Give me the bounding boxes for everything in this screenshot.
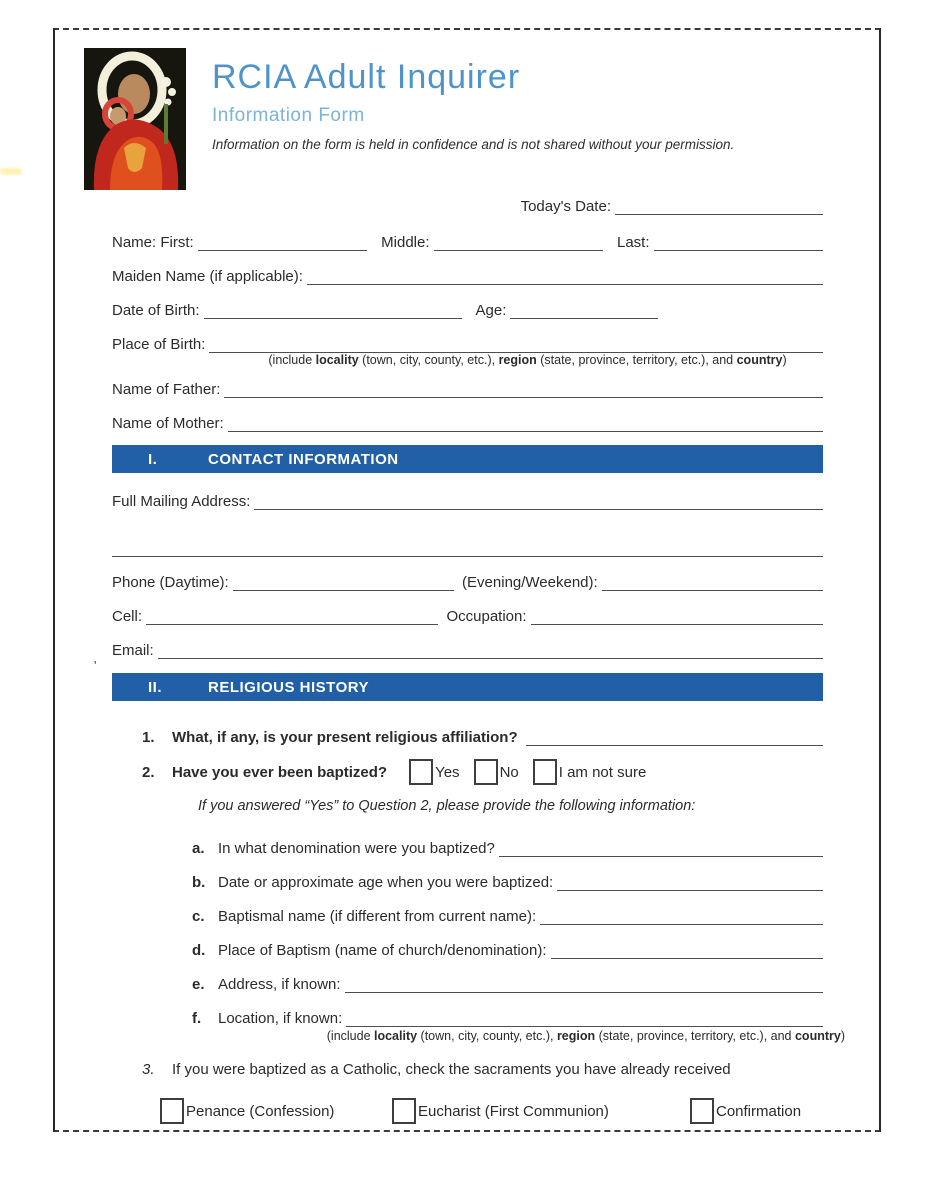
mailing-address-field[interactable] <box>254 491 823 510</box>
question-2-row <box>142 759 823 785</box>
subq-b-letter: b. <box>192 874 206 891</box>
q3-number: 3. <box>142 1061 155 1078</box>
pob-label: Place of Birth: <box>112 336 206 353</box>
maiden-name-label: Maiden Name (if applicable): <box>112 268 303 285</box>
mother-label: Name of Mother: <box>112 415 224 432</box>
subq-b-field[interactable] <box>557 872 823 891</box>
baptized-yes-label: Yes <box>435 763 460 781</box>
baptized-no-label: No <box>499 763 519 781</box>
father-field[interactable] <box>224 379 823 398</box>
confirmation-checkbox[interactable] <box>690 1098 714 1124</box>
q2-number: 2. <box>142 763 155 781</box>
subq-b-label: Date or approximate age when you were baptized: <box>218 874 554 891</box>
occupation-field[interactable] <box>531 606 823 625</box>
subq-a-field[interactable] <box>499 838 823 857</box>
name-row <box>112 230 823 251</box>
first-name-field[interactable] <box>198 232 367 251</box>
email-field[interactable] <box>158 640 823 659</box>
penance-checkbox[interactable] <box>160 1098 184 1124</box>
locality-note: (include locality (town, city, county, etc.), region (state, province, territory, etc.), and country) <box>268 353 787 367</box>
penance-label: Penance (Confession) <box>186 1102 335 1120</box>
eucharist-checkbox[interactable] <box>392 1098 416 1124</box>
last-name-field[interactable] <box>654 232 823 251</box>
section-religious-history-bar <box>112 673 823 701</box>
subq-e-letter: e. <box>192 976 205 993</box>
age-field[interactable] <box>510 300 658 319</box>
mailing-address-label: Full Mailing Address: <box>112 493 251 510</box>
pob-field[interactable] <box>209 334 823 353</box>
subq-f-letter: f. <box>192 1010 202 1027</box>
phone-row <box>112 570 823 591</box>
q2-label: Have you ever been baptized? <box>172 763 388 781</box>
dob-row <box>112 298 823 319</box>
subq-d-field[interactable] <box>551 940 824 959</box>
subq-c-label: Baptismal name (if different from current name): <box>218 908 537 925</box>
baptized-notsure-label: I am not sure <box>558 763 647 781</box>
baptized-notsure-checkbox[interactable] <box>533 759 557 785</box>
section1-number: I. <box>148 450 158 468</box>
section1-title: CONTACT INFORMATION <box>208 450 399 468</box>
subq-c-row <box>192 904 823 925</box>
mother-row <box>112 411 823 432</box>
yes-note: If you answered “Yes” to Question 2, please provide the following information: <box>198 798 696 814</box>
subq-a-row <box>192 836 823 857</box>
phone-daytime-label: Phone (Daytime): <box>112 574 229 591</box>
subq-e-label: Address, if known: <box>218 976 341 993</box>
locality-note-2: (include locality (town, city, county, etc.), region (state, province, territory, etc.), and country) <box>326 1029 845 1043</box>
form-header <box>112 48 823 190</box>
evening-weekend-field[interactable] <box>602 572 823 591</box>
subq-b-row <box>192 870 823 891</box>
eucharist-label: Eucharist (First Communion) <box>418 1102 609 1120</box>
subq-e-row <box>192 972 823 993</box>
subq-d-letter: d. <box>192 942 206 959</box>
section2-number: II. <box>148 678 163 696</box>
question-1-row <box>142 725 823 746</box>
name-first-label: Name: First: <box>112 234 194 251</box>
subq-c-letter: c. <box>192 908 205 925</box>
occupation-label: Occupation: <box>446 608 527 625</box>
mailing-address-row-2 <box>112 536 823 557</box>
mailing-address-row <box>112 489 823 510</box>
subq-d-row <box>192 938 823 959</box>
maiden-name-row <box>112 264 823 285</box>
subq-d-label: Place of Baptism (name of church/denomination): <box>218 942 547 959</box>
todays-date-field[interactable] <box>615 196 823 215</box>
subq-f-label: Location, if known: <box>218 1010 343 1027</box>
scanned-form-page <box>53 28 881 1132</box>
q1-number: 1. <box>142 729 155 746</box>
section-contact-information-bar <box>112 445 823 473</box>
mailing-address-field-2[interactable] <box>112 538 823 557</box>
q1-field[interactable] <box>526 727 823 746</box>
cell-field[interactable] <box>146 606 438 625</box>
cell-label: Cell: <box>112 608 143 625</box>
todays-date-row <box>112 194 823 215</box>
subq-a-letter: a. <box>192 840 205 857</box>
subq-a-label: In what denomination were you baptized? <box>218 840 495 857</box>
scan-smudge-artifact <box>0 168 22 175</box>
subq-f-field[interactable] <box>346 1008 823 1027</box>
maiden-name-field[interactable] <box>307 266 823 285</box>
confidentiality-note: Information on the form is held in confidence and is not shared without your permission. <box>212 137 735 152</box>
age-label: Age: <box>475 302 507 319</box>
page-subtitle: Information Form <box>212 105 365 126</box>
subq-c-field[interactable] <box>540 906 823 925</box>
page-title: RCIA Adult Inquirer <box>212 58 521 96</box>
sacraments-row <box>160 1098 823 1124</box>
dob-label: Date of Birth: <box>112 302 200 319</box>
email-label: Email: <box>112 642 154 659</box>
dob-field[interactable] <box>204 300 462 319</box>
middle-label: Middle: <box>381 234 430 251</box>
confirmation-label: Confirmation <box>716 1102 802 1120</box>
last-label: Last: <box>616 234 650 251</box>
baptized-no-checkbox[interactable] <box>474 759 498 785</box>
scan-stray-mark: ' <box>94 658 97 673</box>
cell-row <box>112 604 823 625</box>
phone-daytime-field[interactable] <box>233 572 454 591</box>
email-row <box>112 638 823 659</box>
subq-e-field[interactable] <box>345 974 823 993</box>
st-joseph-and-child-icon <box>84 48 186 190</box>
subq-f-row <box>192 1006 823 1027</box>
baptized-yes-checkbox[interactable] <box>409 759 433 785</box>
pob-row <box>112 332 823 353</box>
father-label: Name of Father: <box>112 381 221 398</box>
evening-weekend-label: (Evening/Weekend): <box>462 574 598 591</box>
q1-label: What, if any, is your present religious affiliation? <box>172 729 518 746</box>
mother-field[interactable] <box>228 413 823 432</box>
father-row <box>112 377 823 398</box>
todays-date-label: Today's Date: <box>520 198 611 215</box>
q3-label: If you were baptized as a Catholic, check the sacraments you have already received <box>172 1061 731 1078</box>
middle-name-field[interactable] <box>434 232 603 251</box>
section2-title: RELIGIOUS HISTORY <box>208 678 370 696</box>
question-3-row <box>142 1057 823 1078</box>
